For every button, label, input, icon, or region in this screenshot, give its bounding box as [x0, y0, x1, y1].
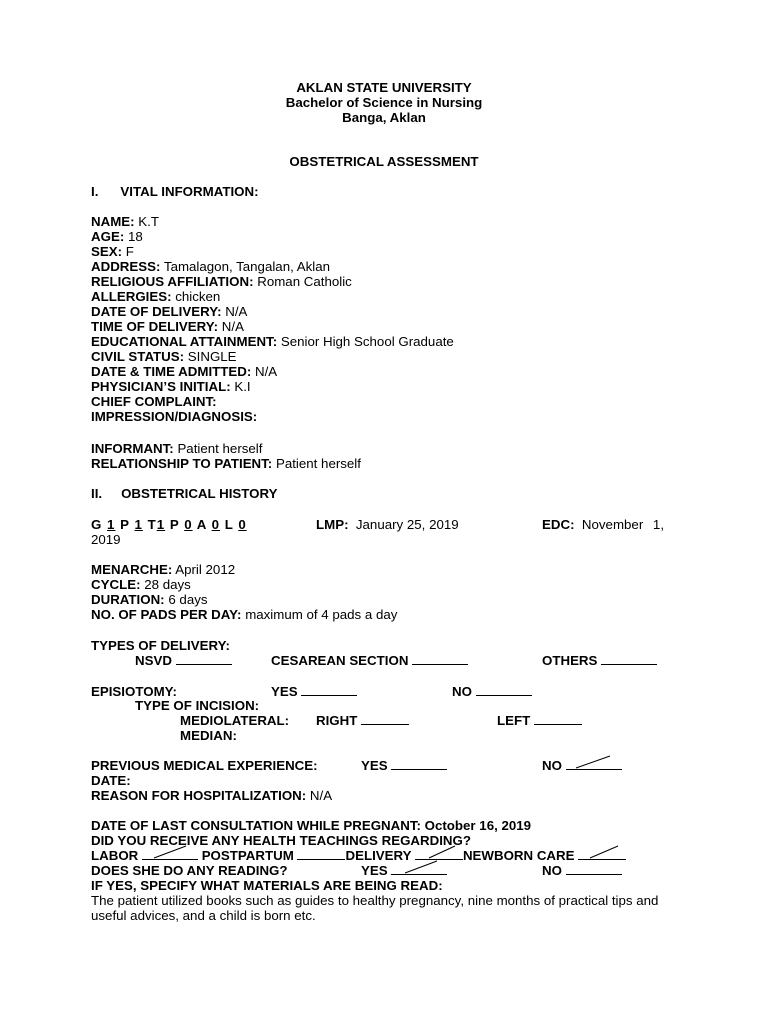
episiotomy-no-label: NO — [452, 684, 472, 699]
vital-field-label: DATE & TIME ADMITTED: — [91, 364, 252, 379]
median-label: MEDIAN: — [180, 728, 237, 743]
vital-field-row — [91, 214, 159, 229]
prev-med-yes-label: YES — [361, 758, 388, 773]
labor-blank[interactable] — [142, 848, 198, 860]
vital-field-row — [91, 244, 134, 259]
vital-field-row — [91, 289, 220, 304]
reading-yes-label: YES — [361, 863, 388, 878]
vital-field-label: TIME OF DELIVERY: — [91, 319, 219, 334]
episiotomy-no-field — [452, 684, 532, 699]
left-blank[interactable] — [534, 713, 582, 725]
cycle-row — [91, 577, 191, 592]
edc-value-continued: 2019 — [91, 532, 121, 547]
section-1-title: VITAL INFORMATION: — [120, 184, 259, 199]
vital-field-row — [91, 334, 454, 349]
vital-field-row — [91, 379, 251, 394]
vital-field-label: NAME: — [91, 214, 135, 229]
episiotomy-yes-field — [271, 684, 357, 699]
vital-field-value: F — [125, 244, 134, 259]
gtpal-l-label: L — [224, 517, 234, 532]
vital-field-value: K.I — [234, 379, 251, 394]
vital-field-value: N/A — [255, 364, 278, 379]
reason-value: N/A — [309, 788, 333, 803]
gtpal-a-label: A — [196, 517, 207, 532]
vital-field-label: SEX: — [91, 244, 123, 259]
date-label: DATE: — [91, 773, 131, 788]
vital-field-label: EDUCATIONAL ATTAINMENT: — [91, 334, 278, 349]
cesarean-blank[interactable] — [412, 653, 468, 665]
document-title: OBSTETRICAL ASSESSMENT — [289, 154, 479, 169]
gtpal-l-value: 0 — [238, 517, 247, 532]
section-2-heading — [91, 486, 277, 501]
menarche-label: MENARCHE: — [91, 562, 173, 577]
nsvd-field — [135, 653, 232, 668]
labor-label: LABOR — [91, 848, 139, 863]
vital-field-value: 18 — [127, 229, 143, 244]
pads-row — [91, 607, 397, 622]
pads-label: NO. OF PADS PER DAY: — [91, 607, 242, 622]
relationship-row — [91, 456, 361, 471]
vital-field-label: AGE: — [91, 229, 125, 244]
episiotomy-yes-label: YES — [271, 684, 298, 699]
vital-field-label: RELIGIOUS AFFILIATION: — [91, 274, 254, 289]
postpartum-blank[interactable] — [297, 848, 345, 860]
reading-question: DOES SHE DO ANY READING? — [91, 863, 288, 878]
gtpal-p2-value: 0 — [184, 517, 193, 532]
reading-yes-blank[interactable] — [391, 863, 447, 875]
last-consultation: DATE OF LAST CONSULTATION WHILE PREGNANT: October 16, 2019 — [91, 818, 532, 833]
informant-label: INFORMANT: — [91, 441, 174, 456]
relationship-value: Patient herself — [275, 456, 361, 471]
vital-field-label: CIVIL STATUS: — [91, 349, 185, 364]
others-blank[interactable] — [601, 653, 657, 665]
vital-field-row — [91, 304, 247, 319]
gtpal-p-value: 1 — [134, 517, 143, 532]
edc-value: November 1, — [581, 517, 665, 532]
checkmark-icon — [566, 755, 622, 769]
vital-field-label: DATE OF DELIVERY: — [91, 304, 222, 319]
gtpal-p2-label: P — [169, 517, 180, 532]
right-field — [316, 713, 409, 728]
vital-field-row — [91, 229, 143, 244]
vital-field-value: N/A — [221, 319, 244, 334]
section-2-number: II. — [91, 486, 103, 501]
cycle-value: 28 days — [144, 577, 191, 592]
materials-question: IF YES, SPECIFY WHAT MATERIALS ARE BEING READ: — [91, 878, 443, 893]
vital-field-value: chicken — [175, 289, 221, 304]
delivery-label: DELIVERY — [345, 848, 412, 863]
informant-row — [91, 441, 262, 456]
reading-no-label: NO — [542, 863, 562, 878]
checkmark-icon — [391, 860, 447, 874]
section-2-title: OBSTETRICAL HISTORY — [121, 486, 278, 501]
prev-med-no-label: NO — [542, 758, 562, 773]
nsvd-label: NSVD — [135, 653, 172, 668]
delivery-blank[interactable] — [415, 848, 463, 860]
incision-type-label: TYPE OF INCISION: — [135, 698, 260, 713]
prev-med-yes-field — [361, 758, 447, 773]
others-label: OTHERS — [542, 653, 598, 668]
types-of-delivery-label: TYPES OF DELIVERY: — [91, 638, 230, 653]
teachings-row — [91, 848, 626, 863]
checkmark-icon — [415, 845, 463, 859]
university-name: AKLAN STATE UNIVERSITY — [296, 80, 472, 95]
edc-field — [542, 517, 664, 532]
gtpal-p-label: P — [120, 517, 130, 532]
vital-field-value: Tamalagon, Tangalan, Aklan — [163, 259, 331, 274]
duration-row — [91, 592, 208, 607]
vital-field-label: IMPRESSION/DIAGNOSIS: — [91, 409, 258, 424]
left-label: LEFT — [497, 713, 531, 728]
episiotomy-yes-blank[interactable] — [301, 684, 357, 696]
gtpal-g-value: 1 — [107, 517, 116, 532]
cesarean-field — [271, 653, 468, 668]
prev-med-no-field — [542, 758, 622, 773]
duration-label: DURATION: — [91, 592, 165, 607]
gtpal-t-value: 1 — [156, 517, 166, 532]
vital-field-label: ALLERGIES: — [91, 289, 172, 304]
lmp-field — [316, 517, 459, 532]
section-1-heading — [91, 184, 259, 199]
cycle-label: CYCLE: — [91, 577, 141, 592]
nsvd-blank[interactable] — [176, 653, 232, 665]
vital-field-label: CHIEF COMPLAINT: — [91, 394, 217, 409]
cesarean-label: CESAREAN SECTION — [271, 653, 409, 668]
vital-field-value: N/A — [225, 304, 248, 319]
checkmark-icon — [142, 845, 198, 859]
others-field — [542, 653, 657, 668]
vital-field-value: K.T — [138, 214, 159, 229]
right-label: RIGHT — [316, 713, 358, 728]
postpartum-label: POSTPARTUM — [201, 848, 294, 863]
vital-field-label: PHYSICIAN’S INITIAL: — [91, 379, 231, 394]
vital-field-row — [91, 394, 217, 409]
left-field — [497, 713, 582, 728]
lmp-label: LMP: — [316, 517, 349, 532]
materials-answer: The patient utilized books such as guides to healthy pregnancy, nine months of practical tips and useful advices, and a child is born etc. — [91, 893, 659, 923]
gtpal-g-label: G — [91, 517, 103, 532]
vital-field-value: Senior High School Graduate — [280, 334, 454, 349]
location: Banga, Aklan — [342, 110, 426, 125]
vital-field-value: SINGLE — [187, 349, 237, 364]
right-blank[interactable] — [361, 713, 409, 725]
vital-field-row — [91, 319, 244, 334]
reason-row — [91, 788, 332, 803]
vital-field-row — [91, 364, 277, 379]
edc-label: EDC: — [542, 517, 575, 532]
menarche-value: April 2012 — [175, 562, 236, 577]
health-teachings-question: DID YOU RECEIVE ANY HEALTH TEACHINGS REGARDING? — [91, 833, 471, 848]
lmp-value: January 25, 2019 — [355, 517, 459, 532]
episiotomy-no-blank[interactable] — [476, 684, 532, 696]
reading-yes-field — [361, 863, 447, 878]
reason-label: REASON FOR HOSPITALIZATION: — [91, 788, 307, 803]
relationship-label: RELATIONSHIP TO PATIENT: — [91, 456, 273, 471]
vital-field-row — [91, 409, 257, 424]
episiotomy-label: EPISIOTOMY: — [91, 684, 177, 699]
prev-med-no-blank[interactable] — [566, 758, 622, 770]
newborn-care-label: NEWBORN CARE — [462, 848, 575, 863]
pads-value: maximum of 4 pads a day — [245, 607, 398, 622]
reading-no-blank[interactable] — [566, 863, 622, 875]
prev-med-yes-blank[interactable] — [391, 758, 447, 770]
mediolateral-label: MEDIOLATERAL: — [180, 713, 290, 728]
vital-field-row — [91, 259, 330, 274]
newborn-care-blank[interactable] — [578, 848, 626, 860]
duration-value: 6 days — [168, 592, 208, 607]
section-1-number: I. — [91, 184, 99, 199]
reading-no-field — [542, 863, 622, 878]
gtpal-t-label: T — [147, 517, 157, 532]
program-name: Bachelor of Science in Nursing — [285, 95, 483, 110]
checkmark-icon — [578, 845, 626, 859]
vital-field-label: ADDRESS: — [91, 259, 161, 274]
menarche-row — [91, 562, 235, 577]
vital-field-value: Roman Catholic — [257, 274, 352, 289]
vital-field-row — [91, 274, 352, 289]
gtpal-a-value: 0 — [211, 517, 221, 532]
vital-field-row — [91, 349, 237, 364]
prev-med-label: PREVIOUS MEDICAL EXPERIENCE: — [91, 758, 318, 773]
informant-value: Patient herself — [177, 441, 263, 456]
gtpal-row — [91, 517, 247, 532]
